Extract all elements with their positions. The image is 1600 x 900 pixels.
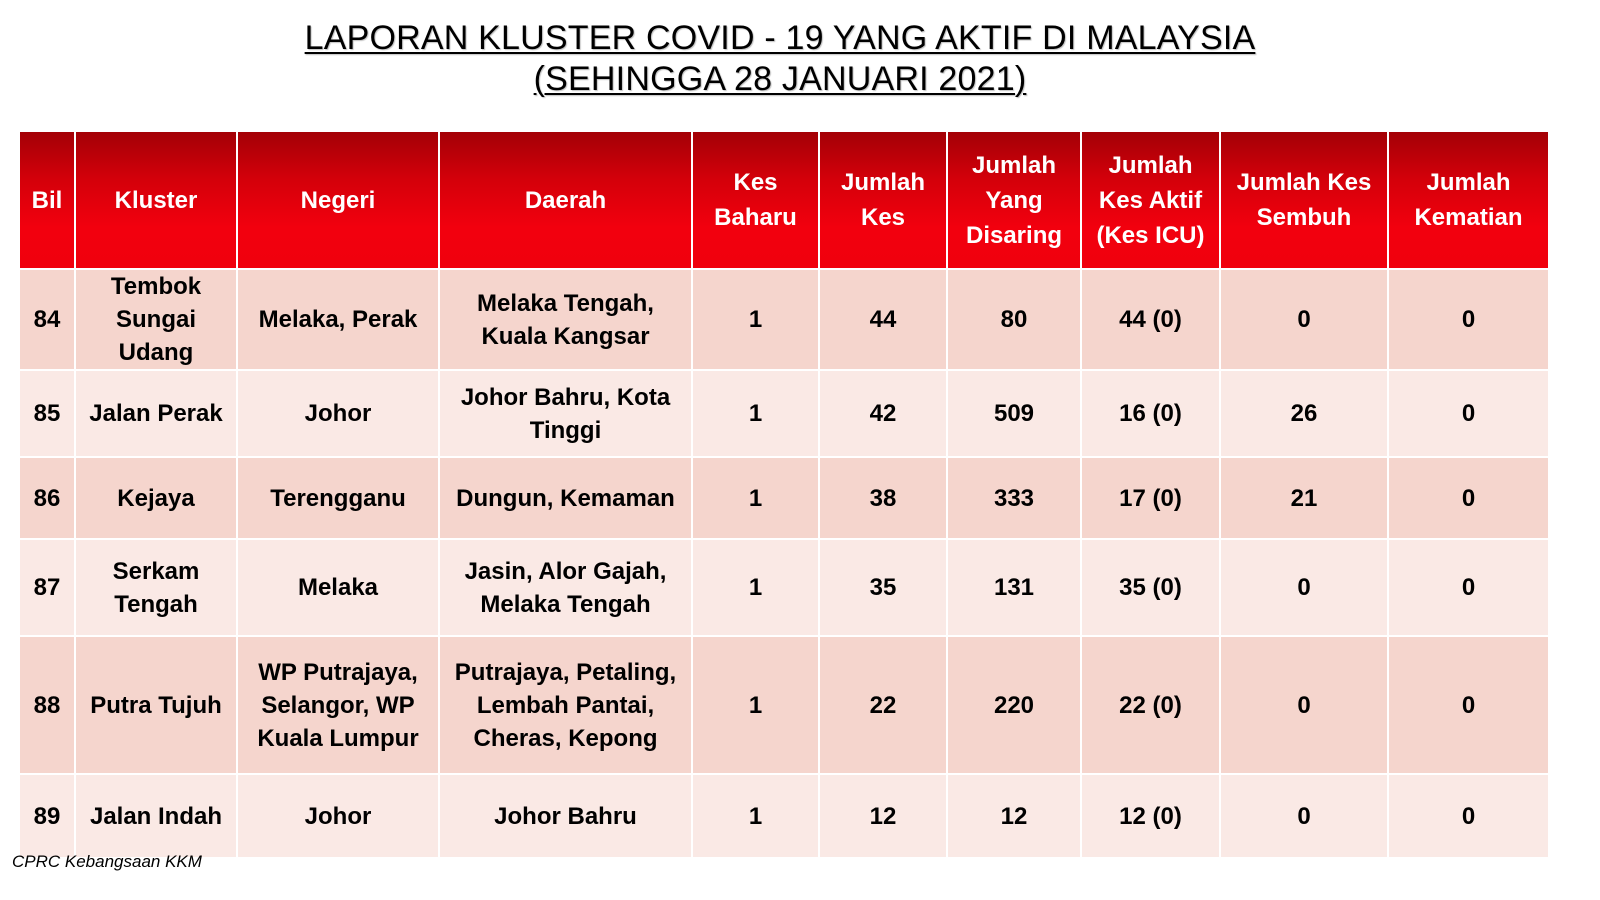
cell-disaring: 509 — [947, 370, 1081, 457]
table-row — [19, 539, 1549, 636]
cell-disaring: 333 — [947, 457, 1081, 539]
cell-daerah: Putrajaya, Petaling, Lembah Pantai, Cheras, Kepong — [439, 636, 692, 774]
header-negeri: Negeri — [237, 131, 439, 269]
header-daerah: Daerah — [439, 131, 692, 269]
cell-jumlah-kes: 38 — [819, 457, 947, 539]
table-row — [19, 457, 1549, 539]
cell-kes-baharu: 1 — [692, 539, 819, 636]
table-row — [19, 636, 1549, 774]
cell-daerah: Jasin, Alor Gajah, Melaka Tengah — [439, 539, 692, 636]
cell-kluster: Tembok Sungai Udang — [75, 269, 237, 370]
cell-bil: 86 — [19, 457, 75, 539]
table-header-row — [19, 131, 1549, 269]
cell-daerah: Dungun, Kemaman — [439, 457, 692, 539]
cell-kematian: 0 — [1388, 269, 1549, 370]
title-line-2: (SEHINGGA 28 JANUARI 2021) — [533, 60, 1027, 98]
cell-negeri: Johor — [237, 370, 439, 457]
cell-jumlah-kes: 44 — [819, 269, 947, 370]
cell-kematian: 0 — [1388, 636, 1549, 774]
cell-negeri: Johor — [237, 774, 439, 858]
header-jumlah-kes: Jumlah Kes — [819, 131, 947, 269]
cell-jumlah-kes: 22 — [819, 636, 947, 774]
cell-kes-baharu: 1 — [692, 774, 819, 858]
header-jumlah-sembuh: Jumlah Kes Sembuh — [1220, 131, 1388, 269]
cell-kematian: 0 — [1388, 370, 1549, 457]
cell-kluster: Jalan Perak — [75, 370, 237, 457]
cell-aktif: 12 (0) — [1081, 774, 1220, 858]
table-row — [19, 370, 1549, 457]
cell-disaring: 220 — [947, 636, 1081, 774]
cell-disaring: 12 — [947, 774, 1081, 858]
cell-bil: 88 — [19, 636, 75, 774]
cell-negeri: Terengganu — [237, 457, 439, 539]
cell-kes-baharu: 1 — [692, 457, 819, 539]
cell-sembuh: 26 — [1220, 370, 1388, 457]
cell-bil: 87 — [19, 539, 75, 636]
header-kluster: Kluster — [75, 131, 237, 269]
cell-aktif: 35 (0) — [1081, 539, 1220, 636]
header-jumlah-disaring: Jumlah Yang Disaring — [947, 131, 1081, 269]
cell-bil: 89 — [19, 774, 75, 858]
cell-bil: 85 — [19, 370, 75, 457]
cluster-table-container — [18, 130, 1548, 859]
cell-negeri: WP Putrajaya, Selangor, WP Kuala Lumpur — [237, 636, 439, 774]
cell-daerah: Melaka Tengah, Kuala Kangsar — [439, 269, 692, 370]
cell-sembuh: 0 — [1220, 774, 1388, 858]
header-jumlah-aktif: Jumlah Kes Aktif (Kes ICU) — [1081, 131, 1220, 269]
header-jumlah-kematian: Jumlah Kematian — [1388, 131, 1549, 269]
cell-kes-baharu: 1 — [692, 636, 819, 774]
cell-disaring: 80 — [947, 269, 1081, 370]
cluster-table — [18, 130, 1550, 859]
cell-jumlah-kes: 35 — [819, 539, 947, 636]
cell-sembuh: 21 — [1220, 457, 1388, 539]
cell-sembuh: 0 — [1220, 269, 1388, 370]
table-row — [19, 774, 1549, 858]
cell-aktif: 22 (0) — [1081, 636, 1220, 774]
source-footer: CPRC Kebangsaan KKM — [12, 852, 202, 871]
cell-daerah: Johor Bahru, Kota Tinggi — [439, 370, 692, 457]
title-line-1: LAPORAN KLUSTER COVID - 19 YANG AKTIF DI MALAYSIA — [304, 19, 1256, 57]
cell-disaring: 131 — [947, 539, 1081, 636]
cell-kluster: Putra Tujuh — [75, 636, 237, 774]
cell-jumlah-kes: 42 — [819, 370, 947, 457]
cell-jumlah-kes: 12 — [819, 774, 947, 858]
cell-aktif: 17 (0) — [1081, 457, 1220, 539]
cell-kes-baharu: 1 — [692, 269, 819, 370]
cell-kluster: Kejaya — [75, 457, 237, 539]
header-kes-baharu: Kes Baharu — [692, 131, 819, 269]
report-title — [0, 18, 1560, 100]
cell-aktif: 16 (0) — [1081, 370, 1220, 457]
table-row — [19, 269, 1549, 370]
cell-negeri: Melaka, Perak — [237, 269, 439, 370]
cell-sembuh: 0 — [1220, 539, 1388, 636]
cell-daerah: Johor Bahru — [439, 774, 692, 858]
cell-aktif: 44 (0) — [1081, 269, 1220, 370]
cell-kematian: 0 — [1388, 539, 1549, 636]
cell-sembuh: 0 — [1220, 636, 1388, 774]
header-bil: Bil — [19, 131, 75, 269]
cell-kematian: 0 — [1388, 457, 1549, 539]
cell-kluster: Jalan Indah — [75, 774, 237, 858]
cell-negeri: Melaka — [237, 539, 439, 636]
cell-kluster: Serkam Tengah — [75, 539, 237, 636]
cell-kes-baharu: 1 — [692, 370, 819, 457]
cell-bil: 84 — [19, 269, 75, 370]
cell-kematian: 0 — [1388, 774, 1549, 858]
